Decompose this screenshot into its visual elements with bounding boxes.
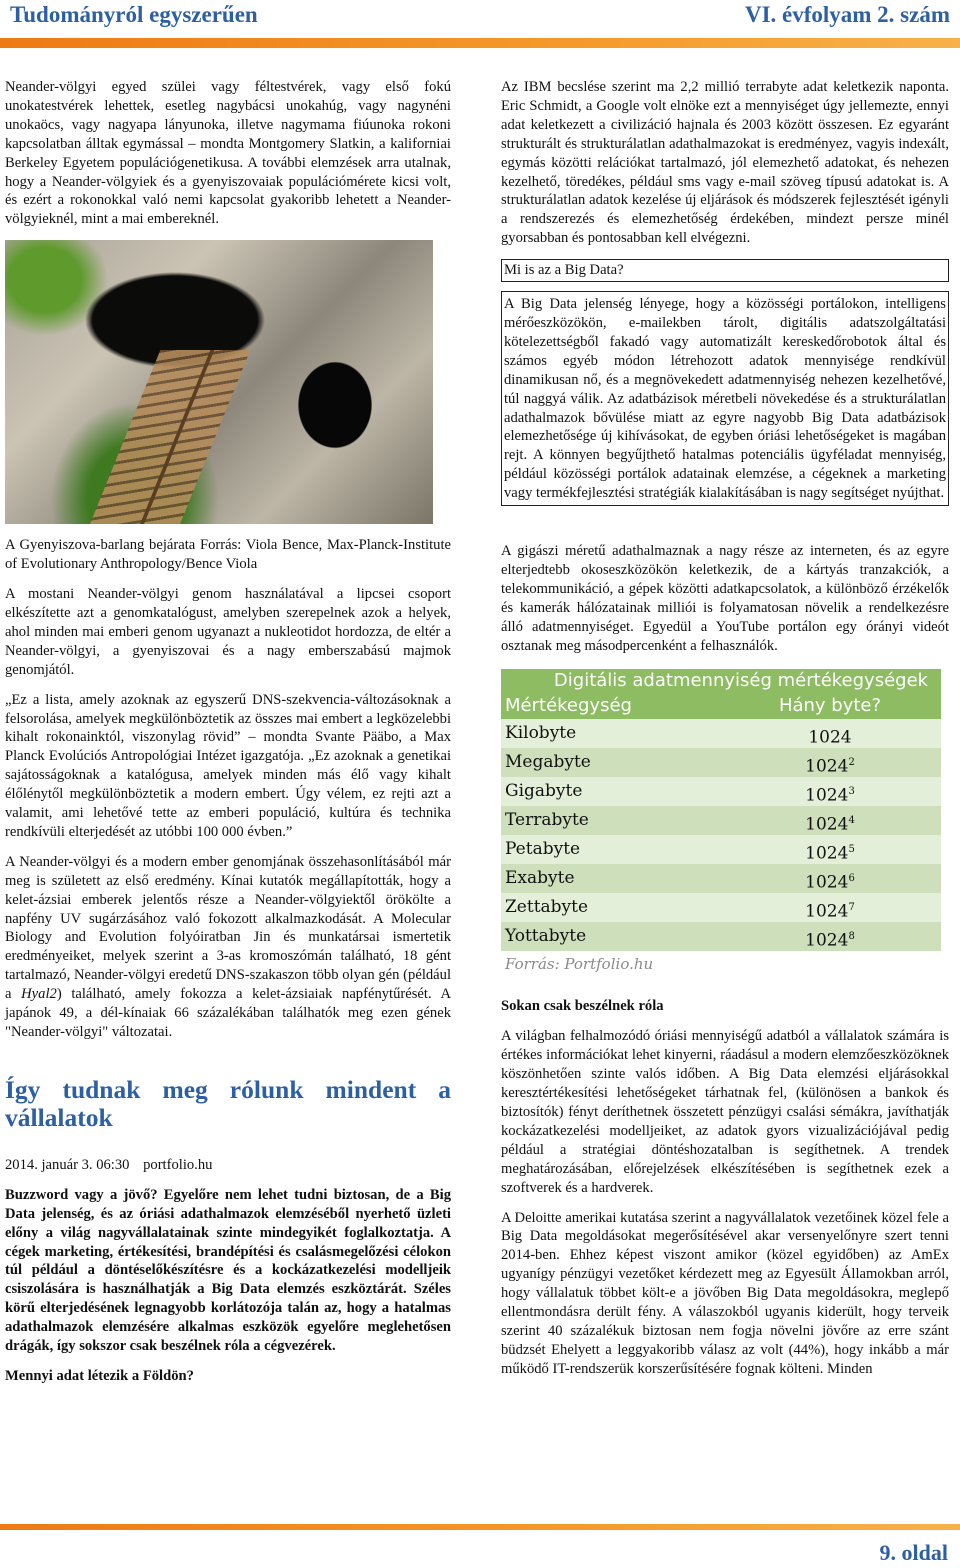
bytes-exponent: 2 (848, 757, 855, 769)
col-bytes-header: Hány byte? (778, 695, 882, 717)
paragraph: A gigászi méretű adathalmaznak a nagy része az interneten, és az egyre elterjedtebb okoseszközökön keletkezik, de a kártyás tranzakciók, a telekommunikáció, a gépek közötti adatkapcsolatok, a különböző érzékelők és kamerák hálózatainak milliói is folyamatosan növelik a rendelkezésre álló adatmennyiséget. Egyedül a YouTube portálon egy órányi videót osztanak meg másodpercenként a felhasználók. (501, 543, 949, 654)
bytes-cell (725, 777, 935, 806)
unit-cell: Exabyte (505, 868, 575, 889)
stairs (90, 350, 251, 524)
issue-label: VI. évfolyam 2. szám (744, 2, 950, 27)
photo-caption: A Gyenyiszova-barlang bejárata Forrás: Viola Bence, Max-Planck-Institute of Evolutionary Anthropology/Bence Viola (5, 537, 451, 573)
table-row (501, 748, 941, 777)
bytes-cell (725, 835, 935, 864)
paragraph (5, 853, 451, 1042)
right-column (501, 78, 949, 1390)
paragraph: Az IBM becslése szerint ma 2,2 millió terrabyte adat keletkezik naponta. Eric Schmidt, a Google volt elnöke ezt a mennyiséget úgy jellemezte, ennyi adat keletkezett a civilizáció hajnala és 2003 között összesen. Ez egyaránt strukturált és strukturálatlan adathalmazokat is eredményez, vagyis indexált, egymás közötti relációkat tartalmazó, jól elemezhető adatokat, és nehezen kezelhető, töredékes, például sms vagy e-mail szöveg típusú adatokat is. A strukturálatlan adatok kezelése új eljárások és módszerek fejlesztését igényli a rendszerezés és elemezhetőség érdekében, mindezt persze minél gyorsabban és pontosabban kell elvégezni. (501, 79, 949, 247)
box-body: A Big Data jelenség lényege, hogy a közösségi portálokon, intelligens mérőeszközökön, e-mailekben tárolt, digitális adatszolgáltatási kötelezettségből fakadó vagy automatizált kereskedőrobotok által és számos egyéb módon létrehozott adatok mennyisége rendkívül dinamikusan nő, és a megnövekedett adatmennyiség nehezen kezelhetővé, túl naggyá válik. Az adatbázisok méretbeli növekedése és a strukturálatlan adathalmazok bővülése miatt az egyre nagyobb Big Data adatbázisok elemezhetősége új kihívásokat, de egyben óriási lehetőségeket is magában rejt. A könnyen begyűjthető hatalmas potenciális ügyféladat mennyiség, például közösségi portálok adatainak elemzése, a cégeknek a marketing vagy termékfejlesztési stratégiák kialakításában is nagy segítséget nyújthat. (501, 291, 949, 506)
page-number: 9. oldal (879, 1540, 948, 1565)
bytes-cell (725, 922, 935, 951)
bytes-base: 1024 (805, 844, 849, 865)
bytes-base: 1024 (805, 786, 849, 807)
table-title: Digitális adatmennyiség mértékegységek (501, 669, 941, 693)
bytes-cell (725, 864, 935, 893)
table-row (501, 806, 941, 835)
unit-cell: Gigabyte (505, 781, 583, 802)
table-header (501, 693, 941, 719)
bytes-exponent: 5 (848, 844, 855, 856)
text-span: ) található, amely fokozza a kelet-ázsiaiak napfénytűrését. A japánok 49, a dél-kínaiak 66 százalékában találhatók meg ezen gének "Neander-völgyi" változatai. (5, 986, 451, 1040)
cave-photo (5, 240, 433, 524)
unit-cell: Kilobyte (505, 723, 577, 744)
unit-cell: Petabyte (505, 839, 581, 860)
box-heading: Mi is az a Big Data? (501, 259, 949, 282)
magazine-title: Tudományról egyszerűen (10, 2, 258, 27)
article-lead: Buzzword vagy a jövő? Egyelőre nem lehet tudni biztosan, de a Big Data jelenség, és az óriási adathalmazok elemzéséből nyerhető üzleti előny a világ nagyvállalatainak szinte mindegyikét foglalkoztatja. A cégek marketing, értékesítési, brandépítési és csalásmegelőzési célokon túl például a döntéselőkészítésre és a kockázatkezelési modelljeik csiszolására is használhatják a Big Data elemzés eszköztárát. Széles körű elterjedésének legnagyobb korlátozója talán az, hogy a hatalmas adathalmazok elemzésére alkalmas eszközök egyelőre meglehetősen drágák, így sokszor csak beszélnek róla a cégvezérek. (5, 1186, 451, 1355)
table-row (501, 922, 941, 951)
bytes-base: 1024 (805, 873, 849, 894)
table-row (501, 893, 941, 922)
bytes-cell (725, 893, 935, 922)
bytes-base: 1024 (808, 728, 852, 749)
bytes-cell (725, 748, 935, 777)
paragraph: A Deloitte amerikai kutatása szerint a nagyvállalatok vezetőinek közel fele a Big Data megoldásokat megerősítésével akar versenyelőnyre szert tenni 2014-ben. Ehhez képest viszont amikor (közel egyidőben) az AmEx ugyanígy pénzügyi vezetőket kérdezett meg az Egyesült Államokban arról, hogy vállalatuk többet költ-e a jövőben Big Data megoldásokra, meglepő ellentmondásra derült fény. A válaszokból ugyanis kiderült, hogy terveik szerint 40 százalékuk biztosan nem fogja növelni jövőre az erre szánt büdzsét Ehelyett a leggyakoribb válasz az volt (44%), hogy inkább a már működő IT-rendszerük korszerűsítésére fognak költeni. Minden (501, 1209, 949, 1377)
bytes-exponent: 3 (848, 786, 855, 798)
article-date: 2014. január 3. 06:30 (5, 1156, 130, 1173)
table-row (501, 719, 941, 748)
paragraph: Neander-völgyi egyed szülei vagy féltestvérek, vagy első fokú unokatestvérek lehettek, esetleg nagybácsi unokahúg, vagy nagynéni unokaöcs, vagy nagyapa lányunoka, illetve nagymama fiúunoka rokoni kapcsolatban álltak egymással – mondta Montgomery Slatkin, a kaliforniai Berkeley Egyetem populációgenetikusa. A további elemzések arra utalnak, hogy a Neander-völgyiek és a gyenyiszovaiak populációmérete kicsi volt, és ezért a rokonokkal való nemi kapcsolat gyakoribb lehetett a Neander-völgyieknél, mint a mai embereknél. (5, 79, 451, 228)
bytes-base: 1024 (805, 757, 849, 778)
bytes-cell (725, 719, 935, 748)
unit-cell: Terrabyte (505, 810, 589, 831)
bytes-exponent: 7 (848, 902, 855, 914)
bytes-base: 1024 (805, 815, 849, 836)
bytes-exponent: 6 (848, 873, 855, 885)
text-span: A Neander-völgyi és a modern ember genomjának összehasonlításából már meg is született az első eredmény. Kínai kutatók megállapították, hogy a kelet-ázsiai emberek jelentős része a Neander-völgyiektől örökölte a napfény UV sugárzásához való fokozott alkalmazkodását. A Molecular Biology and Evolution folyóiratban Jin és munkatársai ismertetik eredményeiket, melyek szerint a 3-as kromoszómán található, 18 gént tartalmazó, Neander-völgyi eredetű DNS-szakaszon több olyan gén (például a (5, 853, 451, 1003)
data-units-table (501, 669, 941, 979)
article-source: portfolio.hu (143, 1156, 213, 1173)
table-row (501, 777, 941, 806)
table-source: Forrás: Portfolio.hu (505, 955, 654, 974)
article-title: Így tudnak meg rólunk mindent a vállalatok (5, 1074, 451, 1132)
page-header (0, 0, 960, 44)
unit-cell: Yottabyte (505, 926, 587, 947)
subheading: Mennyi adat létezik a Földön? (5, 1367, 194, 1384)
header-rule (0, 38, 960, 48)
bytes-exponent: 4 (848, 815, 855, 827)
paragraph: „Ez a lista, amely azoknak az egyszerű DNS-szekvencia-változásoknak a felsorolása, amelyek megkülönböztetik az összes mai embert a legközelebbi kihalt rokonainktól, viszonylag rövid” – mondta Svante Pääbo, a Max Planck Evolúciós Antropológiai Intézet igazgatója. „Ez azoknak a genetikai sajátosságoknak a katalógusa, amelyek minden más élő vagy kihalt élőlénytől megkülönböztetik a modern embert. Úgy vélem, ez rejti azt a valamit, ami lehetővé tette az emberi populáció, kultúra és technika rendkívüli elterjedését az utóbbi 100 000 évben.” (5, 691, 451, 840)
table-body (501, 719, 941, 951)
bytes-base: 1024 (805, 902, 849, 923)
paragraph: A világban felhalmozódó óriási mennyiségű adatból a vállalatok számára is értékes információkat lehet kinyerni, ráadásul a modern elemzőeszközöknek köszönhetően szinte valós időben. A Big Data elemzési eljárásokkal keresztértékesítési lehetőségeket tárhatnak fel, (különösen a bankok és biztosítók) fényt deríthetnek összetett pénzügyi csalási sémákra, javíthatják kockázatkezelési modelljeiket, az adatok gyors vizualizációjával pedig például a stratégiai döntéshozatalban is segíthetnek. A trendek meghatározásában, előrejelzések elkészítésében is segíthetnek ezek a szoftverek és a hardverek. (501, 1028, 949, 1196)
footer-rule (0, 1524, 960, 1530)
unit-cell: Megabyte (505, 752, 591, 773)
unit-cell: Zettabyte (505, 897, 589, 918)
bytes-base: 1024 (805, 931, 849, 952)
bytes-cell (725, 806, 935, 835)
gene-name: Hyal2 (21, 986, 57, 1003)
left-column (5, 78, 451, 1397)
article-meta (5, 1156, 451, 1175)
subheading: Sokan csak beszélnek róla (501, 998, 664, 1015)
table-row (501, 835, 941, 864)
paragraph: A mostani Neander-völgyi genom használatával a lipcsei csoport elkészítette azt a genomkatalógust, amelyben szerepelnek azok a helyek, ahol minden mai emberi genom ugyanazt a nukleotidot hordozza, de eltér a Neander-völgyi, a gyenyiszovai és a nagy emberszabású majmok genomjától. (5, 586, 451, 678)
col-unit-header: Mértékegység (505, 695, 632, 717)
table-row (501, 864, 941, 893)
bytes-exponent: 8 (848, 931, 855, 943)
